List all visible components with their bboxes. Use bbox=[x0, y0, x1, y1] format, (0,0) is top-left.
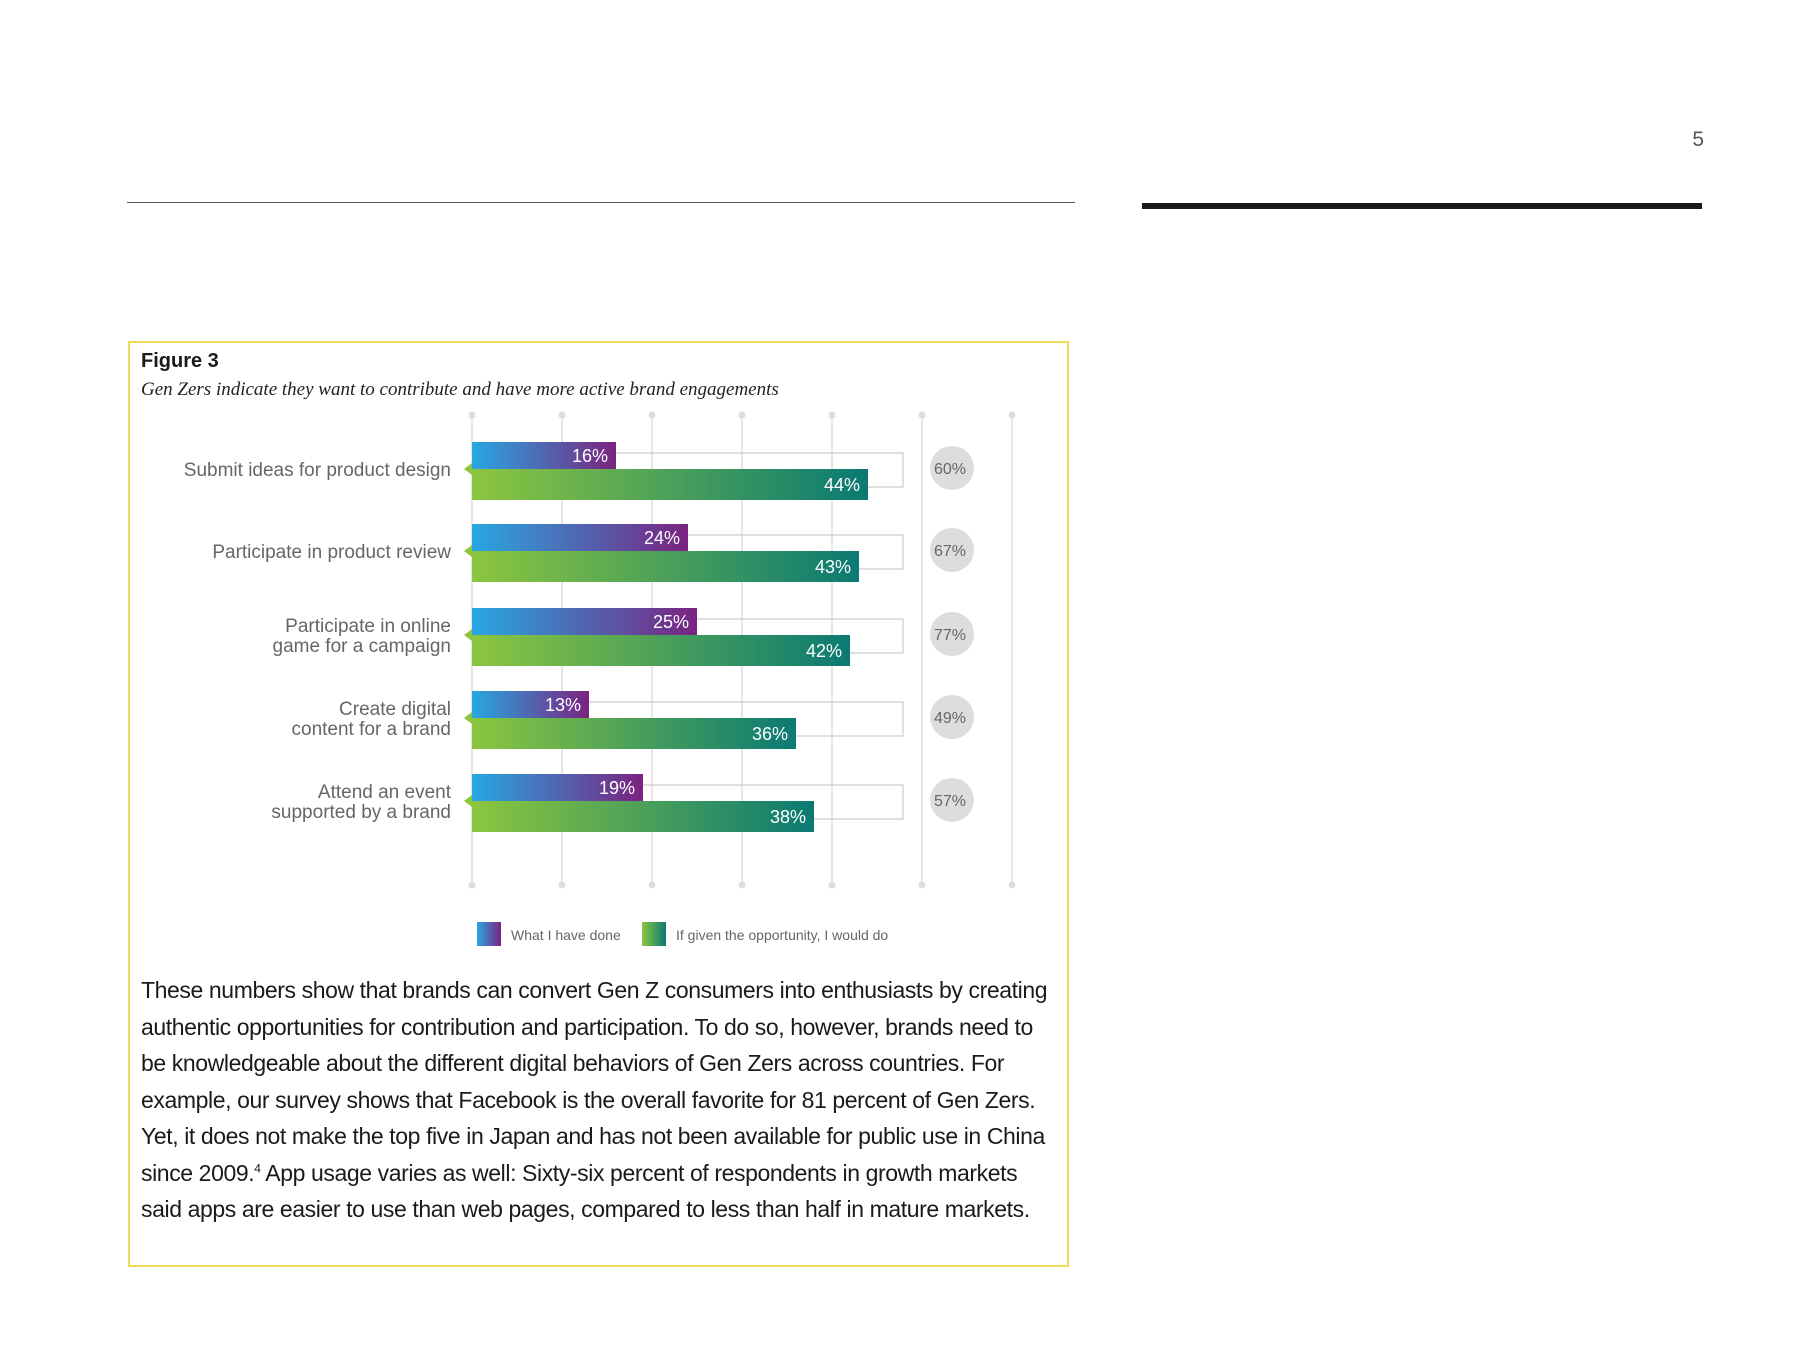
category-label: Attend an event bbox=[317, 782, 451, 803]
page-number: 5 bbox=[1692, 128, 1704, 151]
total-value-label: 67% bbox=[933, 543, 967, 560]
legend-swatch-done bbox=[477, 922, 501, 946]
figure-subtitle: Gen Zers indicate they want to contribute and have more active brand engagements bbox=[141, 379, 779, 400]
bar-value-label: 43% bbox=[814, 557, 851, 577]
gridline-dot-top bbox=[559, 412, 566, 419]
gridline-dot-bottom bbox=[559, 882, 566, 889]
category-label: content for a brand bbox=[291, 719, 451, 740]
legend-label-would: If given the opportunity, I would do bbox=[676, 927, 889, 943]
chart-legend bbox=[477, 922, 888, 946]
legend-label-done: What I have done bbox=[511, 927, 621, 943]
category-label: supported by a brand bbox=[271, 802, 451, 823]
gridline-dot-top bbox=[1009, 412, 1016, 419]
header-rule bbox=[127, 202, 1075, 203]
bar-value-label: 24% bbox=[643, 528, 680, 548]
category-label: Participate in product review bbox=[212, 542, 451, 563]
total-value-label: 60% bbox=[933, 461, 967, 478]
category-pointer bbox=[464, 463, 472, 475]
category-label: game for a campaign bbox=[272, 636, 451, 657]
gridline-dot-top bbox=[919, 412, 926, 419]
category-pointer bbox=[464, 629, 472, 641]
category-label: Create digital bbox=[339, 699, 451, 720]
gridline-dot-bottom bbox=[739, 882, 746, 889]
gridline-dot-bottom bbox=[1009, 882, 1016, 889]
header-rule-thick bbox=[1142, 203, 1702, 209]
gridline-dot-bottom bbox=[829, 882, 836, 889]
gridline-dot-bottom bbox=[649, 882, 656, 889]
total-value-label: 49% bbox=[933, 710, 967, 727]
bar-chart bbox=[128, 400, 1069, 960]
bar-if-given-opportunity bbox=[472, 801, 814, 832]
bar-value-label: 19% bbox=[598, 778, 635, 798]
gridline-dot-bottom bbox=[469, 882, 476, 889]
category-pointer bbox=[464, 712, 472, 724]
gridline-dot-top bbox=[739, 412, 746, 419]
body-text-part-1: These numbers show that brands can convert Gen Z consumers into enthusiasts by creating authentic opportunities for contribution and participation. To do so, however, brands need to be knowledgeable about the different digital behaviors of Gen Zers across countries. For example, our survey shows that Facebook is the overall favorite for 81 percent of Gen Zers. Yet, it does not make the top five in Japan and has not been available for public use in China since 2009. bbox=[141, 977, 1048, 1186]
bar-if-given-opportunity bbox=[472, 635, 850, 666]
bar-if-given-opportunity bbox=[472, 469, 868, 500]
gridline-dot-top bbox=[469, 412, 476, 419]
total-value-label: 57% bbox=[933, 793, 967, 810]
bar-value-label: 13% bbox=[544, 695, 581, 715]
category-label: Participate in online bbox=[285, 616, 451, 637]
figure-label: Figure 3 bbox=[141, 350, 219, 372]
body-paragraph bbox=[141, 972, 1056, 1228]
bar-value-label: 36% bbox=[751, 724, 788, 744]
gridline-dot-bottom bbox=[919, 882, 926, 889]
category-pointer bbox=[464, 795, 472, 807]
category-pointer bbox=[464, 545, 472, 557]
bar-value-label: 16% bbox=[571, 446, 608, 466]
bar-value-label: 42% bbox=[805, 641, 842, 661]
legend-swatch-would bbox=[642, 922, 666, 946]
body-text-part-2: App usage varies as well: Sixty-six percent of respondents in growth markets said apps are easier to use than web pages, compared to less than half in mature markets. bbox=[141, 1159, 1030, 1222]
bar-if-given-opportunity bbox=[472, 718, 796, 749]
gridline-dot-top bbox=[829, 412, 836, 419]
bar-if-given-opportunity bbox=[472, 551, 859, 582]
footnote-reference: 4 bbox=[254, 1160, 261, 1175]
category-label: Submit ideas for product design bbox=[183, 460, 451, 481]
bar-value-label: 25% bbox=[652, 612, 689, 632]
bar-value-label: 38% bbox=[769, 807, 806, 827]
chart-bars bbox=[184, 442, 974, 832]
bar-value-label: 44% bbox=[823, 475, 860, 495]
gridline-dot-top bbox=[649, 412, 656, 419]
total-value-label: 77% bbox=[933, 627, 967, 644]
